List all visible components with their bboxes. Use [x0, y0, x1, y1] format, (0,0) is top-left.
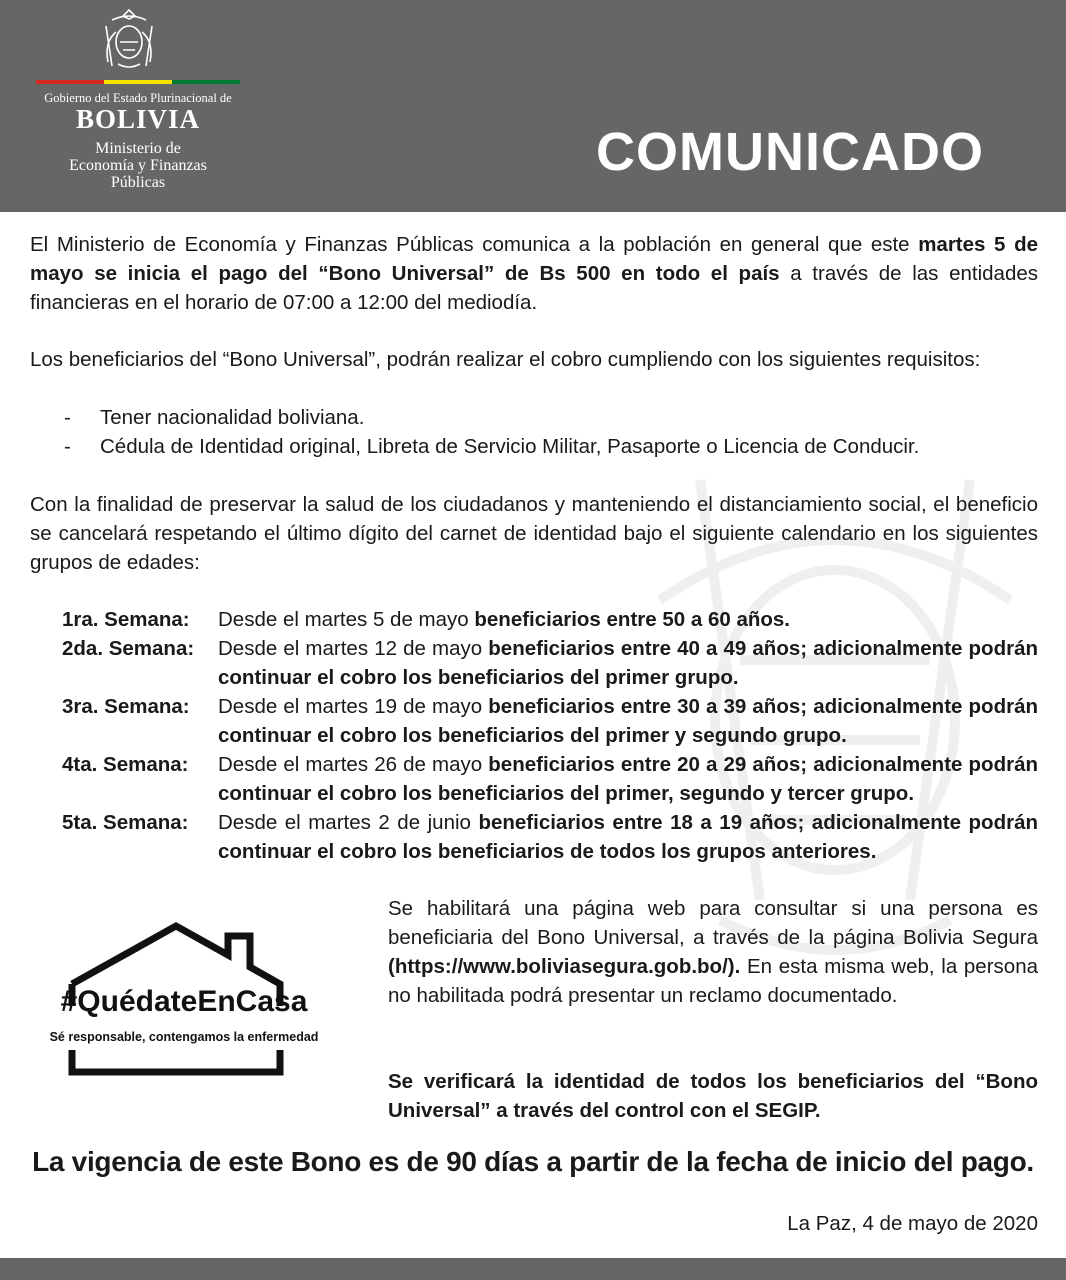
- week-date: Desde el martes 2 de junio: [218, 811, 479, 834]
- campaign-slogan: Sé responsable, contengamos la enfermedad: [49, 1030, 319, 1044]
- requirement-text: Cédula de Identidad original, Libreta de Servicio Militar, Pasaporte o Licencia de Conducir.: [100, 435, 920, 458]
- week-date: Desde el martes 5 de mayo: [218, 608, 475, 631]
- place-date: La Paz, 4 de mayo de 2020: [787, 1212, 1038, 1235]
- week-date: Desde el martes 26 de mayo: [218, 753, 489, 776]
- requirements-intro: Los beneficiarios del “Bono Universal”, podrán realizar el cobro cumpliendo con los siguientes requisitos:: [30, 348, 981, 371]
- validity-statement: La vigencia de este Bono es de 90 días a partir de la fecha de inicio del pago.: [32, 1146, 1034, 1177]
- list-item: [64, 432, 1034, 461]
- calendar-row: [62, 808, 1038, 866]
- calendar-row: [62, 634, 1038, 692]
- week-text: [218, 750, 1038, 808]
- week-label: 1ra. Semana:: [62, 608, 190, 631]
- week-label: 4ta. Semana:: [62, 753, 189, 776]
- web-notice: [388, 894, 1038, 1010]
- payment-calendar: [62, 605, 1038, 866]
- week-beneficiaries: beneficiarios entre 30 a 39 años; adicionalmente podrán continuar el cobro los beneficiarios del primer y segundo grupo.: [218, 695, 1039, 747]
- intro-text-a: El Ministerio de Economía y Finanzas Públicas comunica a la población en general que este: [30, 233, 919, 256]
- page-title: COMUNICADO: [596, 122, 984, 182]
- web-link[interactable]: (https://www.boliviasegura.gob.bo/).: [388, 955, 741, 978]
- flag-stripe: [36, 80, 240, 84]
- verification-notice: Se verificará la identidad de todos los beneficiarios del “Bono Universal” a través del control con el SEGIP.: [388, 1070, 1038, 1122]
- week-date: Desde el martes 12 de mayo: [218, 637, 489, 660]
- calendar-row: [62, 692, 1038, 750]
- web-text-a: Se habilitará una página web para consultar si una persona es beneficiaria del Bono Universal, a través de la página Bolivia Segura: [388, 897, 1038, 949]
- intro-bold: martes 5 de mayo se inicia el pago del “Bono Universal” de Bs 500 en todo el país: [30, 233, 1038, 285]
- bullet-dash: -: [64, 406, 71, 429]
- week-label: 3ra. Semana:: [62, 695, 190, 718]
- intro-paragraph: [30, 230, 1038, 317]
- calendar-row: [62, 605, 1038, 634]
- week-text: [218, 634, 1038, 692]
- week-date: Desde el martes 19 de mayo: [218, 695, 489, 718]
- intro-text-b: a través de las entidades financieras en el horario de 07:00 a 12:00 del mediodía.: [30, 262, 1038, 314]
- list-item: [64, 403, 1034, 432]
- requirement-text: Tener nacionalidad boliviana.: [100, 406, 365, 429]
- stripe-red: [36, 80, 104, 84]
- web-text-b: En esta misma web, la persona no habilitada podrá presentar un reclamo documentado.: [388, 955, 1038, 1007]
- stripe-yellow: [104, 80, 172, 84]
- header-banner: [0, 0, 1066, 212]
- week-beneficiaries: beneficiarios entre 20 a 29 años; adicionalmente podrán continuar el cobro los beneficiarios del primer, segundo y tercer grupo.: [218, 753, 1039, 805]
- coat-of-arms-icon: [96, 6, 162, 72]
- campaign-hashtag: #QuédateEnCasa: [60, 985, 308, 1018]
- week-label: 5ta. Semana:: [62, 811, 189, 834]
- country-name: BOLIVIA: [75, 104, 201, 134]
- week-text: [218, 808, 1038, 866]
- week-beneficiaries: beneficiarios entre 18 a 19 años; adicionalmente podrán continuar el cobro los beneficiarios de todos los grupos anteriores.: [218, 811, 1039, 863]
- week-label: 2da. Semana:: [62, 637, 195, 660]
- footer-bar: [0, 1258, 1066, 1280]
- stripe-green: [172, 80, 240, 84]
- schedule-intro: Con la finalidad de preservar la salud de los ciudadanos y manteniendo el distanciamiento social, el beneficio se cancelará respetando el último dígito del carnet de identidad bajo el siguiente calendario en los siguientes grupos de edades:: [30, 493, 1038, 574]
- week-text: [218, 692, 1038, 750]
- calendar-row: [62, 750, 1038, 808]
- government-line: Gobierno del Estado Plurinacional de: [44, 91, 232, 105]
- week-text: [218, 605, 1038, 634]
- requirements-list: [64, 403, 1034, 461]
- week-beneficiaries: beneficiarios entre 50 a 60 años.: [474, 608, 790, 631]
- week-beneficiaries: beneficiarios entre 40 a 49 años; adicionalmente podrán continuar el cobro los beneficiarios del primer grupo.: [218, 637, 1039, 689]
- ministry-name: Ministerio de Economía y Finanzas Públicas: [69, 140, 207, 191]
- bullet-dash: -: [64, 435, 71, 458]
